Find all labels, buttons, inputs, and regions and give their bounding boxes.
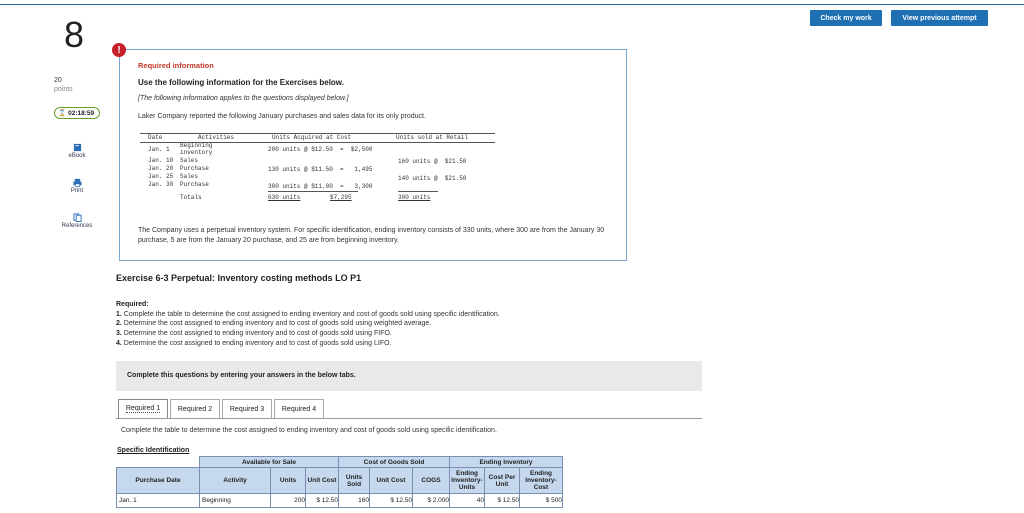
- cell-cogs[interactable]: $ 2,000: [413, 494, 450, 508]
- col-unit-cost: Unit Cost: [306, 468, 339, 494]
- row-date: Jan. 20: [148, 165, 174, 172]
- required-info-title: Required information: [138, 61, 214, 70]
- references-label: References: [61, 223, 93, 229]
- use-info-heading: Use the following information for the Exercises below.: [138, 78, 344, 87]
- section-title: Specific Identification: [117, 447, 190, 454]
- header-acquired: Units Acquired at Cost: [272, 134, 352, 141]
- exercise-title: Exercise 6-3 Perpetual: Inventory costing methods LO P1: [116, 273, 362, 283]
- row-activity: Purchase: [180, 181, 209, 188]
- col-ending-units: Ending Inventory- Units: [450, 468, 485, 494]
- header-activities: Activities: [198, 134, 235, 141]
- instruction-banner: [116, 361, 702, 391]
- perpetual-note: The Company uses a perpetual inventory system. For specific identification, ending inventory consists of 330 units, where 300 are from the January 30 purchase, 5 are from the January 20 purchase, and 25 are from beginning inventory.: [138, 227, 605, 244]
- instruction-text: Complete this questions by entering your answers in the below tabs.: [127, 372, 356, 379]
- references-button[interactable]: [54, 213, 100, 229]
- cell-unit-cost[interactable]: $ 12.50: [306, 494, 339, 508]
- view-previous-attempt-button[interactable]: View previous attempt: [891, 10, 988, 26]
- row-activity: Purchase: [180, 165, 209, 172]
- tab-required-4[interactable]: Required 4: [274, 399, 324, 419]
- printer-icon: [73, 178, 82, 187]
- totals-units: 630 units: [268, 194, 301, 201]
- check-my-work-button[interactable]: Check my work: [810, 10, 882, 26]
- points-label: points: [54, 86, 73, 93]
- cell-units-sold[interactable]: 160: [339, 494, 370, 508]
- timer: [54, 107, 100, 119]
- ebook-button[interactable]: [54, 143, 100, 159]
- col-sold-unit-cost: Unit Cost: [370, 468, 413, 494]
- cell-date: Jan. 1: [117, 494, 200, 508]
- required-item: 4. Determine the cost assigned to ending inventory and to cost of goods sold using LIFO.: [116, 340, 392, 347]
- question-number: 8: [64, 14, 85, 55]
- col-units: Units: [271, 468, 306, 494]
- totals-rule: [268, 191, 358, 192]
- col-purchase-date: Purchase Date: [117, 468, 200, 494]
- totals-label: Totals: [180, 194, 202, 201]
- row-acquired: 130 units @ $11.50 = 1,495: [268, 166, 373, 173]
- row-sold: 160 units @ $21.50: [398, 158, 467, 165]
- tab-required-3[interactable]: Required 3: [222, 399, 272, 419]
- totals-rule: [398, 191, 438, 192]
- print-label: Print: [70, 188, 84, 194]
- points-info: [54, 76, 73, 94]
- alert-icon: !: [112, 43, 126, 57]
- tab-divider: [116, 418, 702, 419]
- group-ending: Ending Inventory: [450, 457, 563, 468]
- points-value: 20: [54, 77, 62, 84]
- tab-required-2[interactable]: Required 2: [170, 399, 220, 419]
- row-acquired: 200 units @ $12.50 = $2,500: [268, 146, 373, 153]
- row-date: Jan. 10: [148, 157, 174, 164]
- required-item: 2. Determine the cost assigned to ending inventory and to cost of goods sold using weighted average.: [116, 320, 432, 327]
- required-label: Required:: [116, 301, 149, 308]
- col-cogs: COGS: [413, 468, 450, 494]
- totals-sold: 300 units: [398, 194, 431, 201]
- group-cogs: Cost of Goods Sold: [339, 457, 450, 468]
- col-activity: Activity: [200, 468, 271, 494]
- cell-sold-unit-cost[interactable]: $ 12.50: [370, 494, 413, 508]
- row-acquired: 300 units @ $11.00 = 3,300: [268, 183, 373, 190]
- specific-id-table: [116, 456, 563, 508]
- references-icon: [73, 213, 82, 222]
- cell-ending-units[interactable]: 40: [450, 494, 485, 508]
- row-date: Jan. 25: [148, 173, 174, 180]
- col-units-sold: Units Sold: [339, 468, 370, 494]
- info-note: [The following information applies to the questions displayed below.]: [138, 95, 349, 102]
- row-activity: Beginning inventory: [180, 142, 213, 156]
- col-cost-per-unit: Cost Per Unit: [485, 468, 520, 494]
- header-date: Date: [148, 134, 163, 141]
- row-sold: 140 units @ $21.50: [398, 175, 467, 182]
- cell-units[interactable]: 200: [271, 494, 306, 508]
- totals-cost: $7,295: [330, 194, 352, 201]
- cell-cost-per-unit[interactable]: $ 12.50: [485, 494, 520, 508]
- group-available: Available for Sale: [200, 457, 339, 468]
- tab-required-1[interactable]: Required 1: [118, 399, 168, 419]
- book-icon: [73, 143, 82, 152]
- col-ending-cost: Ending Inventory- Cost: [520, 468, 563, 494]
- timer-value: 02:18:59: [68, 109, 95, 117]
- cell-ending-cost[interactable]: $ 500: [520, 494, 563, 508]
- info-intro: Laker Company reported the following January purchases and sales data for its only product.: [138, 113, 426, 120]
- header-sold: Units sold at Retail: [396, 134, 469, 141]
- row-date: Jan. 1: [148, 146, 170, 153]
- row-date: Jan. 30: [148, 181, 174, 188]
- hourglass-icon: ⌛: [58, 110, 67, 117]
- required-item: 3. Determine the cost assigned to ending inventory and to cost of goods sold using FIFO.: [116, 330, 392, 337]
- panel-instruction: Complete the table to determine the cost assigned to ending inventory and cost of goods sold using specific identification.: [121, 427, 497, 434]
- required-item: 1. Complete the table to determine the cost assigned to ending inventory and cost of goods sold using specific identification.: [116, 311, 500, 318]
- print-button[interactable]: [54, 178, 100, 194]
- ebook-label: eBook: [68, 153, 86, 159]
- top-divider: [0, 4, 1024, 5]
- row-activity: Sales: [180, 173, 199, 180]
- corner-cell: [117, 457, 200, 468]
- row-activity: Sales: [180, 157, 199, 164]
- cell-activity: Beginning: [200, 494, 271, 508]
